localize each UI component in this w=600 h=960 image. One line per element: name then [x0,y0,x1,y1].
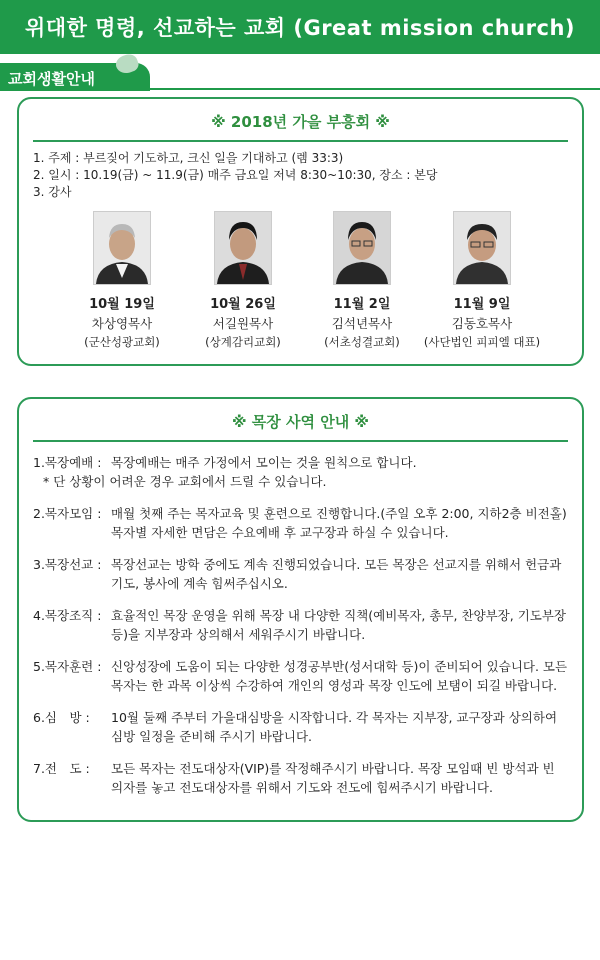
item-label: 6.심 방 : [33,710,90,725]
cell-ministry-box [17,397,584,822]
speaker-photo [453,211,511,285]
speaker-card [62,211,182,350]
revival-title: ※ 2018년 가을 부흥회 ※ [211,113,390,131]
speaker-name: 차상영목사 [91,316,153,331]
revival-line-speakers: 3. 강사 [33,185,72,199]
section-tab-label: 교회생활안내 [8,70,95,88]
item-label: 4.목장조직 : [33,608,102,623]
speaker-name: 서길원목사 [212,316,274,331]
list-item [33,453,568,491]
item-text: 목장예배는 매주 가정에서 모이는 것을 원칙으로 합니다. [111,455,417,470]
speaker-date: 10월 19일 [89,297,155,312]
item-text: 목장선교는 방학 중에도 계속 진행되었습니다. 모든 목장은 선교지를 위해서 헌금과 기도, 봉사에 계속 힘써주십시오. [111,557,562,591]
speaker-church: (상계감리교회) [205,335,281,349]
item-text: 신앙성장에 도움이 되는 다양한 성경공부반(성서대학 등)이 준비되어 있습니다. 모든 목자는 한 과목 이상씩 수강하여 개인의 영성과 목장 인도에 보탬이 되길 바랍니다. [111,659,568,693]
section-tab [0,63,150,91]
speaker-photo [93,211,151,285]
speaker-church: (사단법인 피피엘 대표) [423,335,541,349]
list-item [33,555,568,593]
item-text: 매월 첫째 주는 목자교육 및 훈련으로 진행합니다.(주일 오후 2:00, 지하2층 비전홀) 목자별 자세한 면담은 수요예배 후 교구장과 하실 수 있습니다. [111,506,567,540]
speaker-church: (서초성결교회) [324,335,400,349]
speaker-name: 김동호목사 [451,316,513,331]
item-label: 5.목자훈련 : [33,659,102,674]
section-divider [0,88,600,90]
item-label: 7.전 도 : [33,761,90,776]
speaker-church: (군산성광교회) [84,335,160,349]
speaker-photo [333,211,391,285]
item-text: 10월 둘째 주부터 가을대심방을 시작합니다. 각 목자는 지부장, 교구장과 상의하여 심방 일정을 준비해 주시기 바랍니다. [111,710,558,744]
revival-box [17,97,584,366]
cell-ministry-list [33,453,568,810]
header-banner [0,0,600,54]
speaker-date: 10월 26일 [210,297,276,312]
item-label: 2.목자모임 : [33,506,102,521]
item-text: 효율적인 목장 운영을 위해 목장 내 다양한 직책(예비목자, 총무, 찬양부장, 기도부장 등)을 지부장과 상의해서 세워주시기 바랍니다. [111,608,567,642]
header-title: 위대한 명령, 선교하는 교회 (Great mission church) [25,16,575,40]
item-label: 3.목장선교 : [33,557,102,572]
cell-ministry-title-rule [33,440,568,442]
item-note: * 단 상황이 어려운 경우 교회에서 드릴 수 있습니다. [43,474,327,489]
speaker-card [302,211,422,350]
list-item [33,708,568,746]
revival-info [33,150,582,201]
revival-title-rule [33,140,568,142]
revival-line-schedule: 2. 일시 : 10.19(금) ~ 11.9(금) 매주 금요일 저녁 8:30~10:30, 장소 : 본당 [33,168,438,182]
speaker-card [422,211,542,350]
speaker-date: 11월 2일 [333,297,391,312]
cell-ministry-title: ※ 목장 사역 안내 ※ [232,413,369,431]
list-item [33,759,568,797]
item-label: 1.목장예배 : [33,455,102,470]
revival-line-theme: 1. 주제 : 부르짖어 기도하고, 크신 일을 기대하고 (렘 33:3) [33,151,344,165]
speaker-name: 김석년목사 [331,316,393,331]
list-item [33,657,568,695]
list-item [33,606,568,644]
speaker-photo [214,211,272,285]
speaker-date: 11월 9일 [453,297,511,312]
item-text: 모든 목자는 전도대상자(VIP)를 작정해주시기 바랍니다. 목장 모임때 빈 방석과 빈 의자를 놓고 전도대상자를 위해서 기도와 전도에 힘써주시기 바랍니다. [111,761,555,795]
list-item [33,504,568,542]
speaker-card [183,211,303,350]
